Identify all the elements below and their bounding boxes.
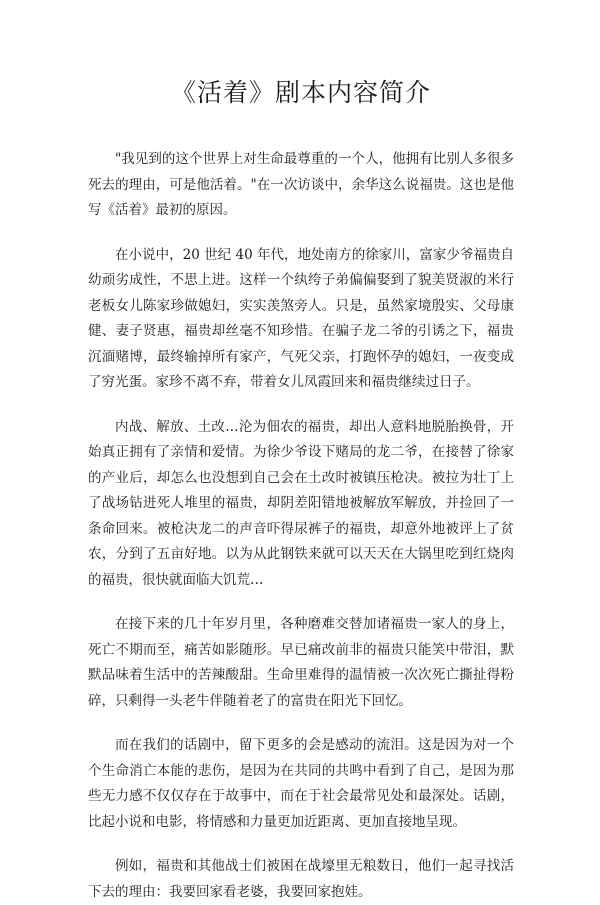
paragraph: 在小说中，20 世纪 40 年代，地处南方的徐家川，富家少爷福贵自幼顽劣成性，不思上进。这样一个纨绔子弟偏偏娶到了貌美贤淑的米行老板女儿陈家珍做媳妇，实实羡煞旁人。只是，虽然家境殷实、父母康健、妻子贤惠，福贵却丝毫不知珍惜。在骗子龙二爷的引诱之下，福贵沉湎赌博，最终输掉所有家产，气死父亲，打跑怀孕的媳妇，一夜变成了穷光蛋。家珍不离不弃，带着女儿凤霞回来和福贵继续过日子。	[88, 246, 514, 390]
paragraph: 例如，福贵和其他战士们被困在战壕里无粮数日，他们一起寻找活下去的理由：我要回家看老婆，我要回家抱娃。	[88, 858, 514, 900]
paragraph: 内战、解放、土改…沦为佃农的福贵，却出人意料地脱胎换骨，开始真正拥有了亲情和爱情。为徐少爷设下赌局的龙二爷，在接替了徐家的产业后，却怎么也没想到自己会在土改时被镇压枪决。被拉为壮丁上了战场钻进死人堆里的福贵，却阴差阳错地被解放军解放，并捡回了一条命回来。被枪决龙二的声音吓得尿裤子的福贵，却意外地被评上了贫农，分到了五亩好地。以为从此钢铁来就可以天天在大锅里吃到红烧肉的福贵，很快就面临大饥荒…	[88, 418, 514, 588]
paragraph: 而在我们的话剧中，留下更多的会是感动的流泪。这是因为对一个个生命消亡本能的悲伤，是因为在共同的共鸣中看到了自己，是因为那些无力感不仅仅存在于故事中，而在于社会最常见处和最深处。话剧，比起小说和电影，将情感和力量更加近距离、更加直接地呈现。	[88, 737, 514, 830]
paragraph: "我见到的这个世界上对生命最尊重的一个人，他拥有比别人多很多死去的理由，可是他活着。"在一次访谈中，余华这么说福贵。这也是他写《活着》最初的原因。	[88, 151, 514, 218]
document-title: 《活着》剧本内容简介	[170, 78, 431, 107]
paragraph: 在接下来的几十年岁月里，各种磨难交替加诸福贵一家人的身上，死亡不期而至，痛苦如影随形。早已痛改前非的福贵只能笑中带泪，默默品味着生活中的苦辣酸甜。生命里难得的温情被一次次死亡撕扯得粉碎，只剩得一头老牛伴随着老了的富贵在阳光下回忆。	[88, 616, 514, 709]
document-body	[88, 147, 514, 905]
